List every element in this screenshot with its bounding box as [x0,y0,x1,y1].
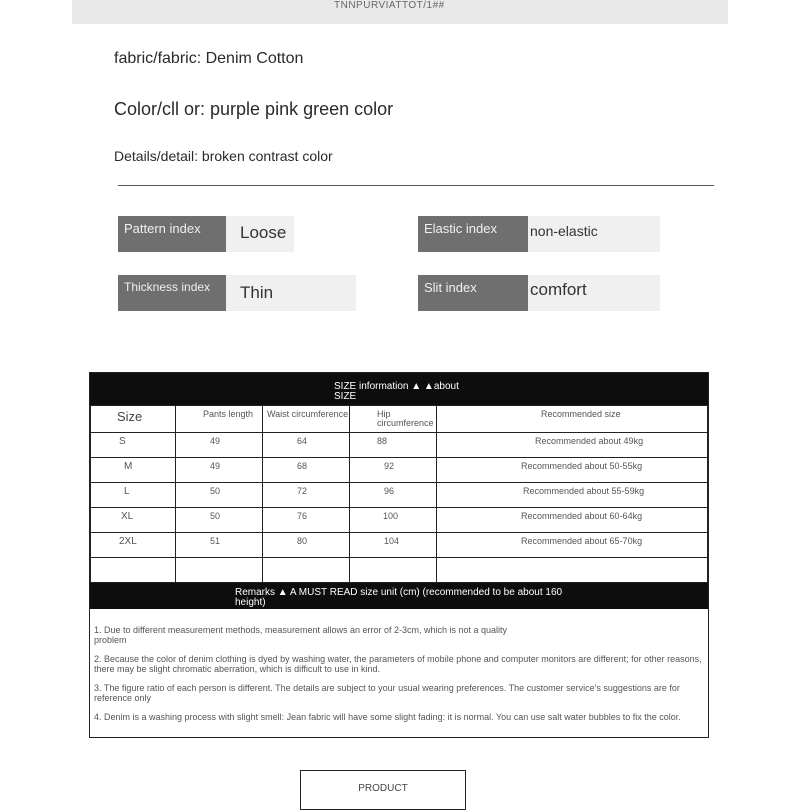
table-row [91,508,708,533]
product-section-label [300,770,466,810]
attribute-label: Elastic index [418,216,528,252]
cell-empty [350,558,437,583]
remark-note: 1. Due to different measurement methods, measurement allows an error of 2-3cm, which is not a quality problem [94,625,508,645]
remarks-title-text: Remarks ▲ A MUST READ size unit (cm) (recommended to be about 160 height) [235,587,563,608]
cell-waist: 64 [263,433,350,458]
cell-size: M [91,458,176,483]
cell-recommended: Recommended about 60-64kg [437,508,708,533]
fabric-info: fabric/fabric: Denim Cotton [114,50,304,67]
size-table-grid [90,405,708,583]
attribute-thickness-index [118,275,356,311]
cell-recommended: Recommended about 65-70kg [437,533,708,558]
attribute-value: Thin [226,275,356,311]
cell-waist: 80 [263,533,350,558]
attribute-value: non-elastic [528,216,660,252]
table-row-empty [91,558,708,583]
cell-empty [263,558,350,583]
table-header-row [91,406,708,433]
color-info: Color/cll or: purple pink green color [114,99,394,119]
column-header-size: Size [91,406,176,433]
cell-waist: 76 [263,508,350,533]
attribute-label: Slit index [418,275,528,311]
cell-empty [437,558,708,583]
size-chart [89,372,709,738]
cell-hip: 100 [350,508,437,533]
top-banner [72,0,728,24]
details-info: Details/detail: broken contrast color [114,148,333,164]
cell-size: L [91,483,176,508]
product-label-text: PRODUCT [358,783,408,794]
cell-length: 49 [176,433,263,458]
section-divider [118,185,714,186]
column-header-waist: Waist circumference [263,406,350,433]
remarks-notes [90,609,708,737]
column-header-hip: Hip circumference [350,406,437,433]
cell-hip: 88 [350,433,437,458]
table-row [91,458,708,483]
attribute-label: Thickness index [118,275,226,311]
column-header-recommended: Recommended size [437,406,708,433]
table-row [91,433,708,458]
banner-partial-text: TNNPURVIATTOT/1## [334,0,445,11]
cell-size: XL [91,508,176,533]
cell-size: 2XL [91,533,176,558]
cell-length: 49 [176,458,263,483]
cell-recommended: Recommended about 55-59kg [437,483,708,508]
size-chart-title [90,373,708,405]
column-header-length: Pants length [176,406,263,433]
attribute-slit-index [418,275,660,311]
cell-hip: 96 [350,483,437,508]
attribute-elastic-index [418,216,660,252]
cell-waist: 68 [263,458,350,483]
cell-empty [91,558,176,583]
attribute-value: Loose [226,216,294,252]
table-row [91,483,708,508]
attribute-label: Pattern index [118,216,226,252]
cell-waist: 72 [263,483,350,508]
cell-size: S [91,433,176,458]
cell-empty [176,558,263,583]
cell-hip: 92 [350,458,437,483]
cell-length: 50 [176,508,263,533]
remark-note: 3. The figure ratio of each person is different. The details are subject to your usual wearing preferences. The customer service's suggestions are for reference only [94,683,680,703]
size-chart-title-text: SIZE information ▲ ▲about SIZE [334,381,459,402]
remark-note: 2. Because the color of denim clothing is dyed by washing water, the parameters of mobile phone and computer monitors are different; for other reasons, there may be slight chromatic aberration, which is difficult to use in kind. [94,654,702,674]
cell-length: 50 [176,483,263,508]
table-row [91,533,708,558]
attribute-value: comfort [528,275,660,311]
attribute-pattern-index [118,216,294,252]
remark-note: 4. Denim is a washing process with slight smell: Jean fabric will have some slight fading: it is normal. You can use salt water bubbles to fix the color. [94,712,681,722]
remarks-title [90,583,708,609]
cell-recommended: Recommended about 49kg [437,433,708,458]
cell-length: 51 [176,533,263,558]
cell-hip: 104 [350,533,437,558]
cell-recommended: Recommended about 50-55kg [437,458,708,483]
